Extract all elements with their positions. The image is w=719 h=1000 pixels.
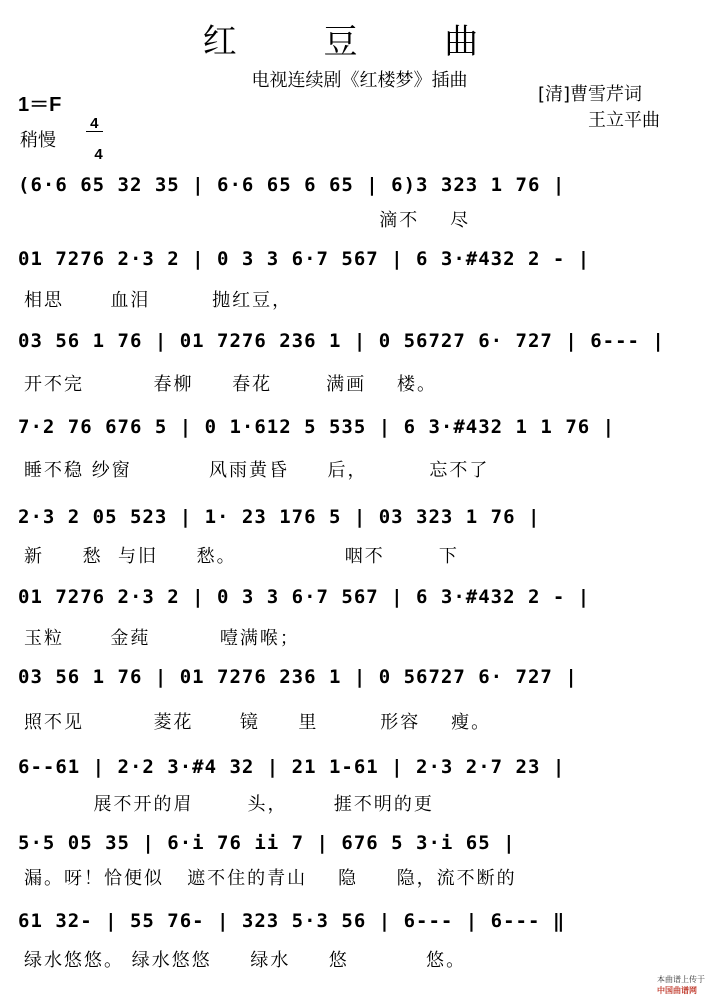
time-signature-bottom: 4 bbox=[94, 146, 103, 163]
song-subtitle: 电视连续剧《红楼梦》插曲 bbox=[251, 70, 468, 91]
tempo-marking: 稍慢 bbox=[20, 130, 56, 151]
footer-text: 本曲谱上传于 bbox=[657, 975, 705, 984]
score-line-2-lyrics: 相思 血泪 抛红豆， bbox=[24, 290, 293, 311]
score-line-8-notes: 6--61 | 2·2 3·#4 32 | 21 1-61 | 2·3 2·7 23 | bbox=[18, 756, 566, 778]
score-line-3-notes: 03 56 1 76 | 01 7276 236 1 | 0 56727 6· 727 | 6--- | bbox=[18, 330, 665, 352]
time-signature-top: 4 bbox=[86, 116, 103, 132]
score-line-5-notes: 2·3 2 05 523 | 1· 23 176 5 | 03 323 1 76 | bbox=[18, 506, 541, 528]
score-line-6-lyrics: 玉粒 金莼 噎满喉； bbox=[24, 628, 300, 649]
key-signature: 1＝F bbox=[18, 94, 62, 116]
score-line-1-lyrics: 滴不 尽 bbox=[24, 210, 471, 231]
song-title: 红 豆 曲 bbox=[202, 22, 517, 62]
composer-credit: 王立平曲 bbox=[588, 110, 660, 131]
time-signature bbox=[86, 86, 103, 162]
score-line-3-lyrics: 开不完 春柳 春花 满画 楼。 bbox=[24, 374, 438, 395]
score-line-10-notes: 61 32- | 55 76- | 323 5·3 56 | 6--- | 6--- ‖ bbox=[18, 910, 566, 932]
footer-credit bbox=[652, 965, 705, 996]
score-line-9-notes: 5·5 05 35 | 6·i 76 ii 7 | 676 5 3·i 65 | bbox=[18, 832, 516, 854]
score-line-2-notes: 01 7276 2·3 2 | 0 3 3 6·7 567 | 6 3·#432 2 - | bbox=[18, 248, 591, 270]
score-line-10-lyrics: 绿水悠悠。 绿水悠悠 绿水 悠 悠。 bbox=[24, 950, 467, 971]
score-line-8-lyrics: 展不开的眉 头， 捱不明的更 bbox=[24, 794, 434, 815]
score-line-6-notes: 01 7276 2·3 2 | 0 3 3 6·7 567 | 6 3·#432 2 - | bbox=[18, 586, 591, 608]
score-line-4-notes: 7·2 76 676 5 | 0 1·612 5 535 | 6 3·#432 1 1 76 | bbox=[18, 416, 616, 438]
score-line-4-lyrics: 睡不稳 纱窗 风雨黄昏 后， 忘不了 bbox=[24, 460, 490, 481]
score-line-5-lyrics: 新 愁 与旧 愁。 咽不 下 bbox=[24, 546, 459, 567]
score-line-1-notes: (6·6 65 32 35 | 6·6 65 6 65 | 6)3 323 1 76 | bbox=[18, 174, 566, 196]
footer-brand: 中国曲谱网 bbox=[657, 986, 697, 995]
score-line-9-lyrics: 漏。呀！恰便似 遮不住的青山 隐 隐，流不断的 bbox=[24, 868, 517, 889]
score-line-7-lyrics: 照不见 菱花 镜 里 形容 瘦。 bbox=[24, 712, 492, 733]
lyricist-credit: [清]曹雪芹词 bbox=[538, 84, 643, 105]
score-line-7-notes: 03 56 1 76 | 01 7276 236 1 | 0 56727 6· 727 | bbox=[18, 666, 578, 688]
